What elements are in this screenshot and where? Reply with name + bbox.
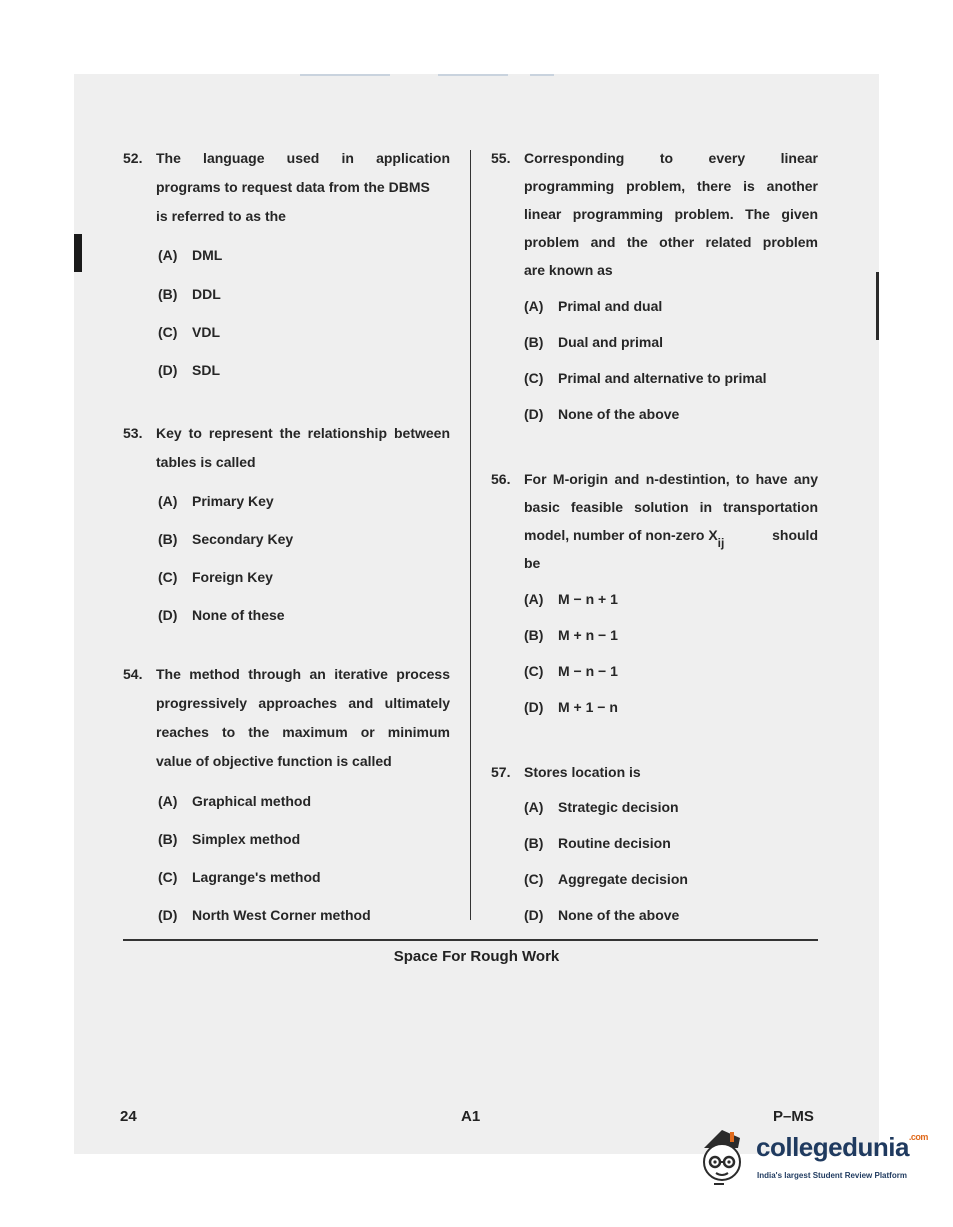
stem-line: The language used in application: [156, 150, 450, 166]
question-stem: [524, 471, 818, 583]
rough-work-divider: [123, 939, 818, 941]
question-number: 57.: [491, 764, 511, 780]
stem-line: Stores location is: [524, 764, 641, 780]
option-label: (A): [158, 247, 178, 263]
option-56-b: [524, 627, 618, 643]
option-text: M + n − 1: [558, 627, 618, 643]
question-number: 53.: [123, 425, 143, 441]
option-label: (B): [524, 627, 544, 643]
option-56-d: [524, 699, 618, 715]
option-text: M − n + 1: [558, 591, 618, 607]
stem-text: model, number of non-zero X: [524, 527, 718, 543]
option-52-d: [158, 362, 220, 378]
option-text: Primary Key: [192, 493, 274, 509]
option-label: (C): [524, 663, 544, 679]
option-label: (A): [524, 298, 544, 314]
option-label: (C): [524, 370, 544, 386]
booklet-code: A1: [461, 1108, 481, 1125]
brand-tagline: India's largest Student Review Platform: [757, 1171, 907, 1180]
stem-line-with-subscript: [524, 527, 818, 555]
scan-artifact: [438, 74, 508, 76]
option-text: None of these: [192, 607, 285, 623]
option-56-a: [524, 591, 618, 607]
stem-line: basic feasible solution in transportation: [524, 499, 818, 515]
stem-line: programming problem, there is another: [524, 178, 818, 194]
stem-text: should: [772, 527, 818, 543]
option-label: (C): [158, 324, 178, 340]
option-text: DDL: [192, 286, 221, 302]
option-text: Primal and alternative to primal: [558, 370, 767, 386]
page-number: 24: [120, 1108, 137, 1125]
option-55-a: [524, 298, 662, 314]
option-text: Dual and primal: [558, 334, 664, 350]
option-52-b: [158, 286, 221, 302]
option-label: (D): [158, 907, 178, 923]
option-text: Routine decision: [558, 835, 671, 851]
option-52-c: [158, 324, 220, 340]
option-54-b: [158, 831, 300, 847]
option-55-b: [524, 334, 663, 350]
stem-line: problem and the other related problem: [524, 234, 818, 250]
stem-line: The method through an iterative process: [156, 666, 450, 682]
stem-line: Corresponding to every linear: [524, 150, 818, 166]
stem-line: linear programming problem. The given: [524, 206, 818, 222]
option-text: Secondary Key: [192, 531, 294, 547]
option-53-a: [158, 493, 274, 509]
option-label: (A): [158, 793, 178, 809]
stem-line: For M-origin and n-destintion, to have any: [524, 471, 818, 487]
option-text: Lagrange's method: [192, 869, 321, 885]
brand-text: collegedunia: [756, 1132, 909, 1162]
option-53-d: [158, 607, 285, 623]
stem-line: value of objective function is called: [156, 753, 392, 769]
option-text: Primal and dual: [558, 298, 663, 314]
option-text: DML: [192, 247, 223, 263]
option-text: Simplex method: [192, 831, 301, 847]
option-54-a: [158, 793, 311, 809]
rough-work-label: Space For Rough Work: [393, 948, 560, 965]
option-56-c: [524, 663, 618, 679]
option-54-d: [158, 907, 371, 923]
brand-name: [756, 1132, 928, 1163]
option-text: None of the above: [558, 907, 680, 923]
option-label: (A): [524, 591, 544, 607]
option-53-c: [158, 569, 273, 585]
option-label: (D): [524, 907, 544, 923]
column-divider: [470, 150, 471, 920]
option-53-b: [158, 531, 293, 547]
question-stem: [156, 666, 450, 782]
subscript: ij: [717, 536, 725, 550]
option-57-a: [524, 799, 679, 815]
collegedunia-watermark: [694, 1126, 928, 1196]
option-label: (A): [158, 493, 178, 509]
option-label: (B): [158, 531, 178, 547]
question-stem: [524, 764, 818, 793]
stem-line: tables is called: [156, 454, 256, 470]
stem-line: is referred to as the: [156, 208, 286, 224]
question-number: 54.: [123, 666, 143, 682]
option-text: None of the above: [558, 406, 680, 422]
stem-line: are known as: [524, 262, 613, 278]
option-label: (C): [158, 869, 178, 885]
option-label: (B): [524, 835, 544, 851]
question-number: 56.: [491, 471, 511, 487]
scan-artifact: [530, 74, 554, 76]
scan-edge-mark: [876, 272, 879, 340]
option-55-c: [524, 370, 767, 386]
option-label: (B): [158, 286, 178, 302]
question-stem: [156, 150, 450, 237]
question-stem: [156, 425, 450, 483]
option-label: (D): [158, 362, 178, 378]
stem-line: Key to represent the relationship between: [156, 425, 450, 441]
option-text: M + 1 − n: [558, 699, 618, 715]
option-57-d: [524, 907, 679, 923]
scan-edge-mark: [74, 234, 82, 272]
option-label: (B): [158, 831, 178, 847]
option-57-b: [524, 835, 671, 851]
option-label: (C): [524, 871, 544, 887]
option-text: Foreign Key: [192, 569, 273, 585]
question-number: 52.: [123, 150, 143, 166]
question-number: 55.: [491, 150, 511, 166]
option-text: North West Corner method: [192, 907, 371, 923]
stem-line: programs to request data from the DBMS: [156, 179, 430, 195]
option-label: (C): [158, 569, 178, 585]
option-label: (D): [158, 607, 178, 623]
option-label: (A): [524, 799, 544, 815]
stem-line: reaches to the maximum or minimum: [156, 724, 450, 740]
option-label: (D): [524, 699, 544, 715]
option-text: Aggregate decision: [558, 871, 688, 887]
option-55-d: [524, 406, 679, 422]
option-text: M − n − 1: [558, 663, 618, 679]
stem-line: be: [524, 555, 541, 571]
option-text: Graphical method: [192, 793, 312, 809]
option-text: Strategic decision: [558, 799, 679, 815]
option-text: SDL: [192, 362, 220, 378]
option-57-c: [524, 871, 688, 887]
option-label: (D): [524, 406, 544, 422]
paper-code: P–MS: [773, 1108, 814, 1125]
option-label: (B): [524, 334, 544, 350]
option-text: VDL: [192, 324, 220, 340]
option-52-a: [158, 247, 222, 263]
question-stem: [524, 150, 818, 290]
graduate-mascot-icon: [694, 1126, 756, 1188]
brand-suffix: .com: [908, 1132, 928, 1142]
option-54-c: [158, 869, 321, 885]
stem-line: progressively approaches and ultimately: [156, 695, 450, 711]
scan-artifact: [300, 74, 390, 76]
